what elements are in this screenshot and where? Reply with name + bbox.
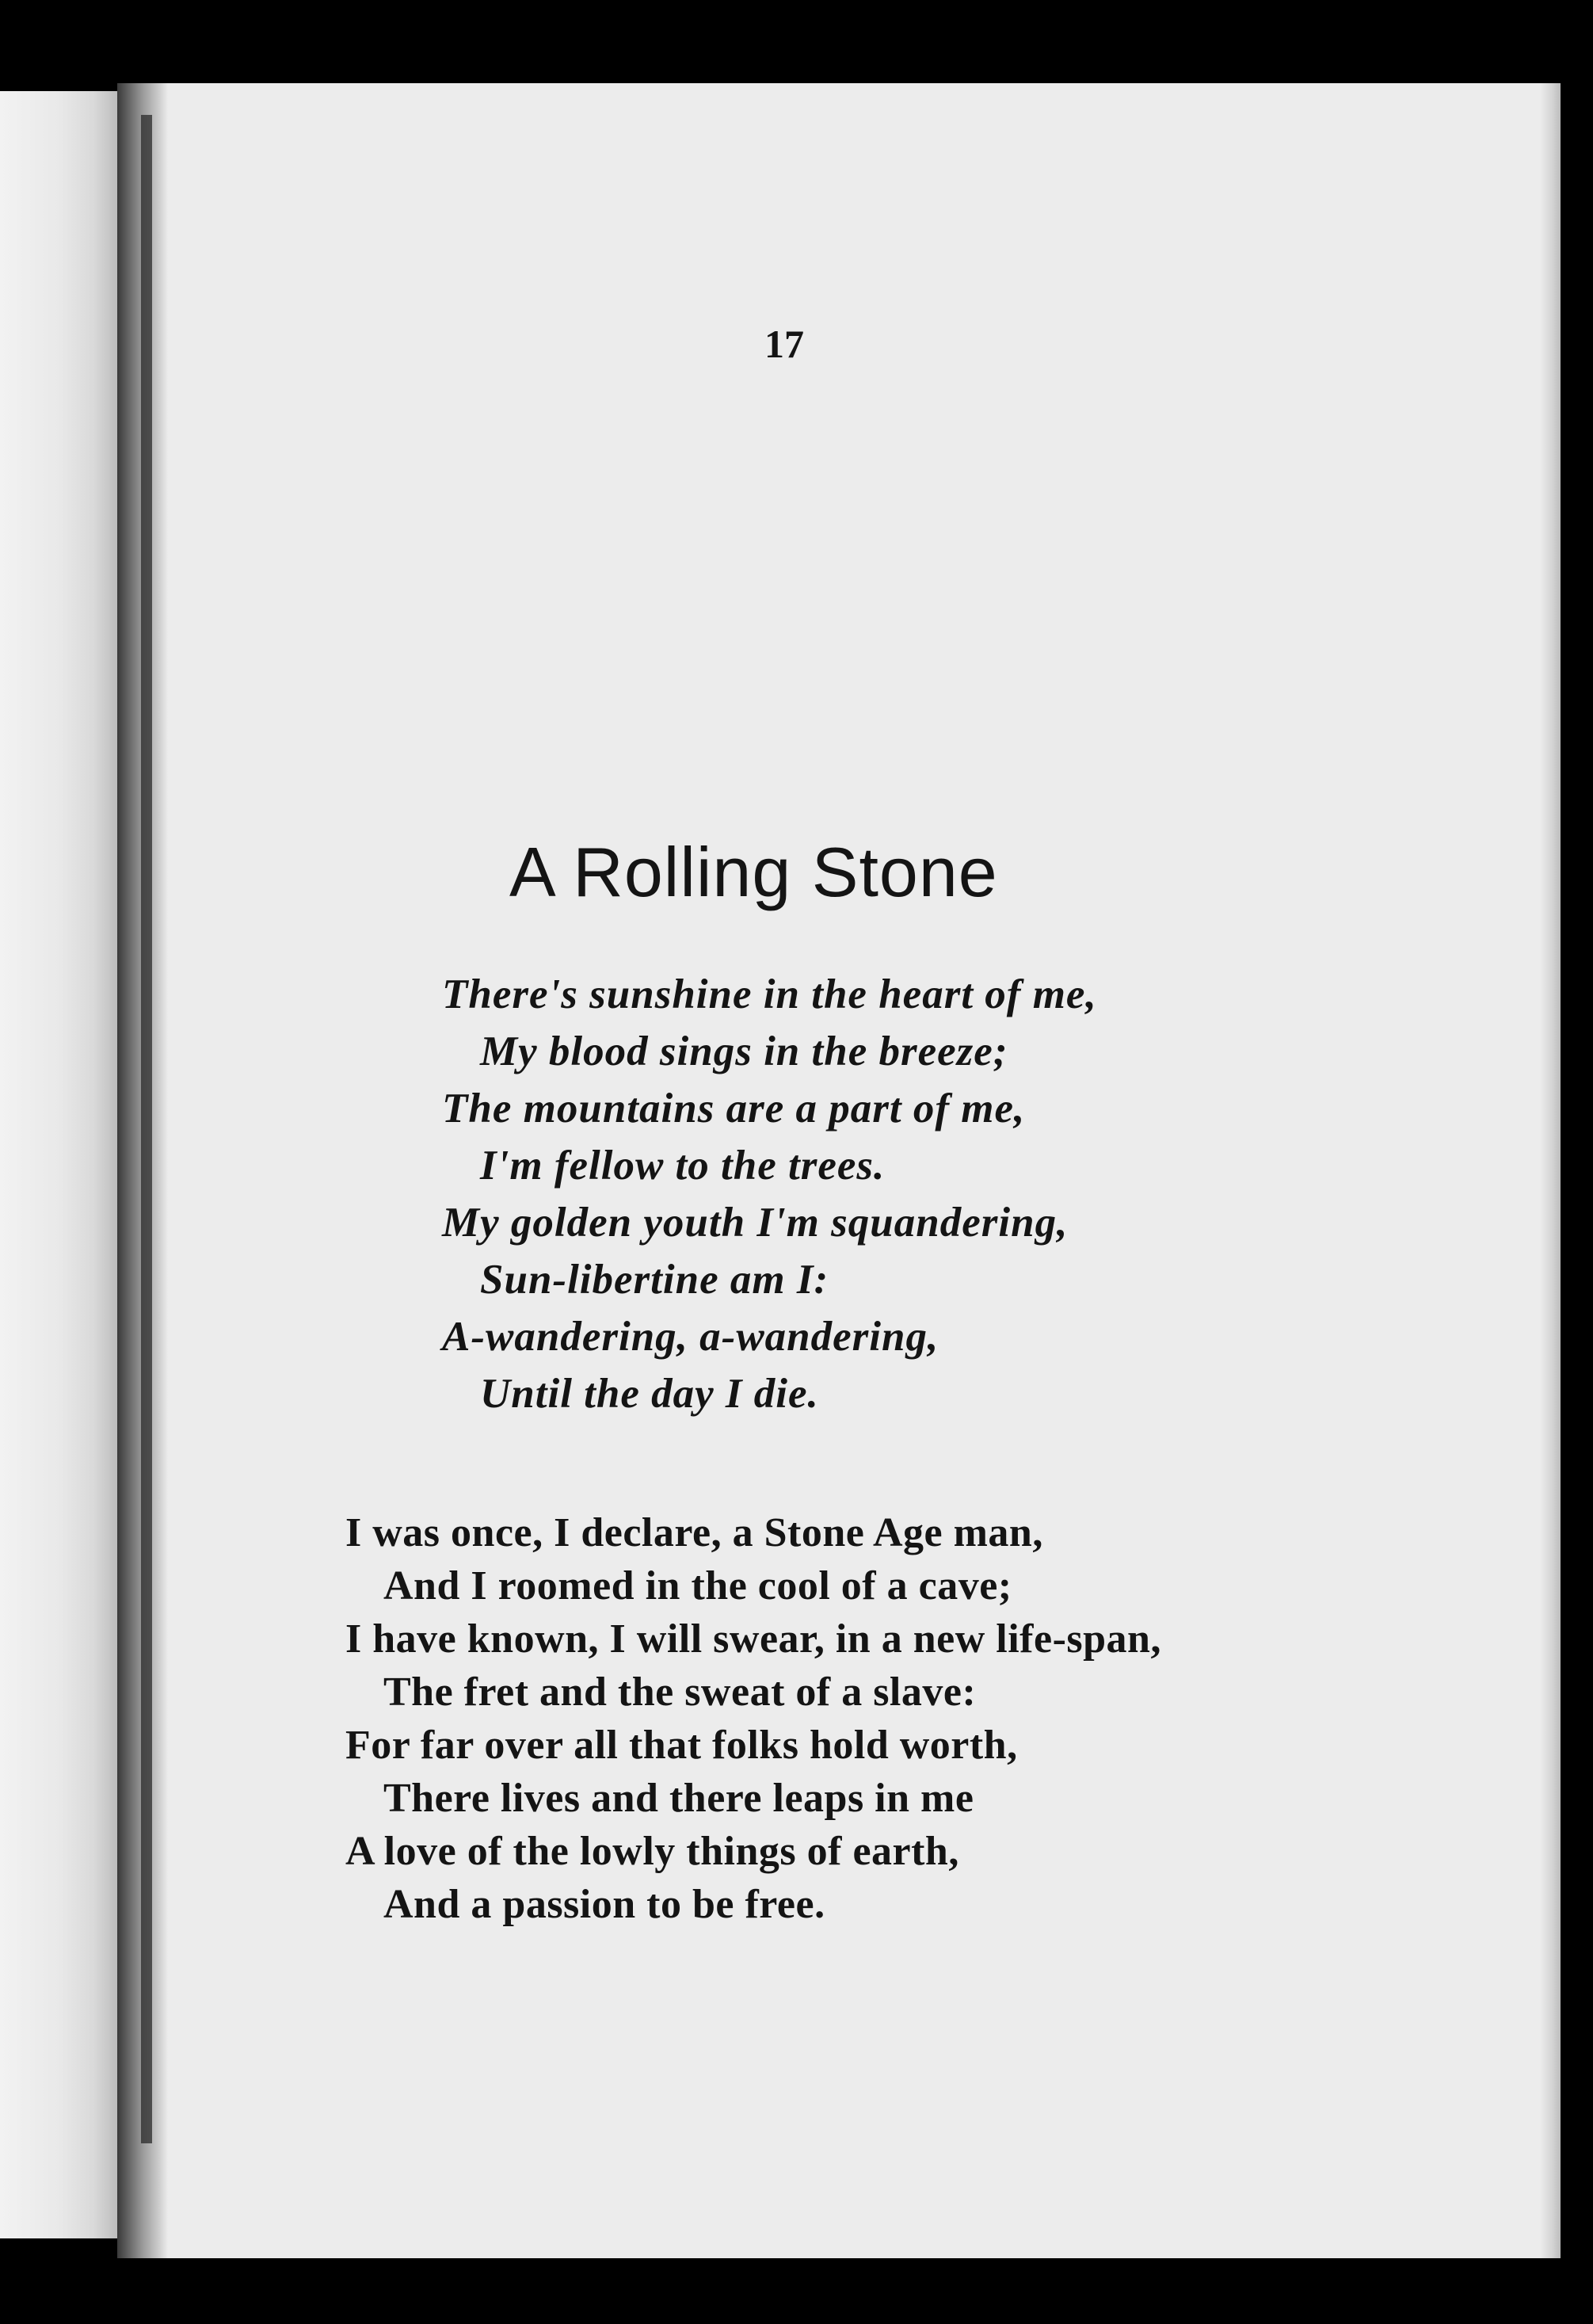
page-number: 17 [764,322,804,366]
stanza-1-line: My golden youth I'm squandering, [442,1200,1069,1246]
stanza-2-line: I was once, I declare, a Stone Age man, [345,1510,1043,1555]
stanza-1-line: A-wandering, a-wandering, [442,1314,939,1360]
stanza-1-line: Sun-libertine am I: [480,1257,829,1303]
stanza-2-line: The fret and the sweat of a slave: [383,1670,977,1715]
stanza-1-line: My blood sings in the breeze; [480,1028,1008,1074]
stanza-1-line: I'm fellow to the trees. [480,1143,886,1189]
stanza-2-line: A love of the lowly things of earth, [345,1829,959,1874]
binding-shadow [141,115,152,2143]
stanza-2-line: And a passion to be free. [383,1882,825,1927]
poem-title: A Rolling Stone [509,833,998,911]
stanza-1-line: The mountains are a part of me, [442,1086,1026,1131]
stanza-1-line: There's sunshine in the heart of me, [442,971,1097,1017]
page-right-edge [1540,83,1561,2258]
stanza-2-line: There lives and there leaps in me [383,1776,974,1821]
stanza-2-line: I have known, I will swear, in a new life-span, [345,1616,1161,1662]
stanza-1-line: Until the day I die. [480,1371,819,1417]
book-page [117,83,1561,2258]
stanza-2-line: And I roomed in the cool of a cave; [383,1563,1012,1608]
stanza-2-line: For far over all that folks hold worth, [345,1723,1018,1768]
facing-page-edge [0,91,117,2238]
